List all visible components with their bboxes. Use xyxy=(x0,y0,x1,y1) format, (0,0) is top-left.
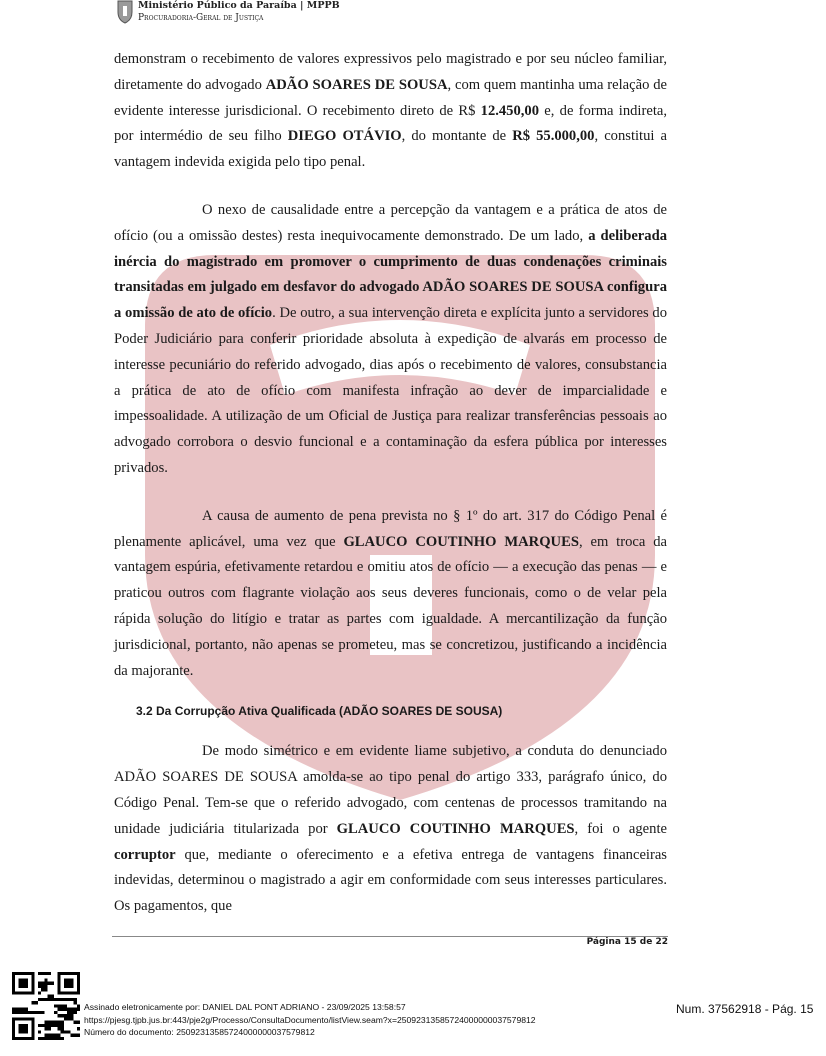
qr-code-icon[interactable] xyxy=(12,972,80,1040)
page-number: Página 15 de 22 xyxy=(586,937,668,947)
paragraph-2: O nexo de causalidade entre a percepção da vantagem e a prática de atos de ofício (ou a omissão destes) resta inequivocamente demonstrado. De um lado, a deliberada inércia do magistrado em promover o cumprimento de duas condenações criminais transitadas em julgado em desfavor do advogado ADÃO SOARES DE SOUSA configura a omissão de ato de ofício. De outro, a sua intervenção direta e explícita junto a servidores do Poder Judiciário para conferir prioridade absoluta à expedição de alvarás em processo de interesse pecuniário do referido advogado, dias após o recebimento de valores, consubstancia a prática de ato de ofício com manifesta infração ao dever de imparcialidade e impessoalidade. A utilização de um Oficial de Justiça para realizar transferências pessoais ao advogado corrobora o desvio funcional e a contaminação da esfera pública por interesses privados. xyxy=(114,201,668,476)
header-institution: Ministério Público da Paraíba | MPPB xyxy=(138,0,340,11)
document-page-reference: Num. 37562918 - Pág. 15 xyxy=(676,1002,814,1016)
signature-url[interactable]: https://pjesg.tjpb.jus.br:443/pje2g/Processo/ConsultaDocumento/listView.seam?x=25092313585724000000037579812 xyxy=(84,1014,536,1025)
signature-signer: Assinado eletronicamente por: DANIEL DAL PONT ADRIANO - 23/09/2025 13:58:57 xyxy=(84,1002,406,1012)
paragraph-3: A causa de aumento de pena prevista no § 1º do art. 317 do Código Penal é plenamente aplicável, uma vez que GLAUCO COUTINHO MARQUES, em troca da vantagem espúria, efetivamente retardou e omitiu atos de ofício — a execução das penas — e praticou outros com flagrante violação aos seus deveres funcionais, como o de velar pela rápida solução do litígio e tratar as partes com igualdade. A mercantilização da função jurisdicional, portanto, não apenas se prometeu, mas se concretizou, justificando a incidência da majorante. xyxy=(114,507,667,679)
section-title: 3.2 Da Corrupção Ativa Qualificada (ADÃO SOARES DE SOUSA) xyxy=(136,704,503,719)
signature-doc-number: Número do documento: 25092313585724000000037579812 xyxy=(84,1027,315,1037)
paragraph-4: De modo simétrico e em evidente liame subjetivo, a conduta do denunciado ADÃO SOARES DE SOUSA amolda-se ao tipo penal do artigo 333, parágrafo único, do Código Penal. Tem-se que o referido advogado, com centenas de processos tramitando na unidade judiciária titularizada por GLAUCO COUTINHO MARQUES, foi o agente corruptor que, mediante o oferecimento e a efetiva entrega de vantagens financeiras indevidas, determinou o magistrado a agir em conformidade com seus interesses particulares. Os pagamentos, que xyxy=(114,743,667,915)
footer-divider xyxy=(112,936,668,937)
mppb-logo-icon xyxy=(116,0,134,24)
electronic-signature xyxy=(84,1001,536,1039)
document-body xyxy=(114,47,667,920)
header-department: Procuradoria-Geral de Justiça xyxy=(138,13,264,23)
paragraph-1: demonstram o recebimento de valores expressivos pelo magistrado e por seu núcleo familiar, diretamente do advogado ADÃO SOARES DE SOUSA, com quem mantinha uma relação de evidente interesse jurisdicional. O recebimento direto de R$ 12.450,00 e, de forma indireta, por intermédio de seu filho DIEGO OTÁVIO, do montante de R$ 55.000,00, constitui a vantagem indevida exigida pelo tipo penal. xyxy=(114,51,668,171)
